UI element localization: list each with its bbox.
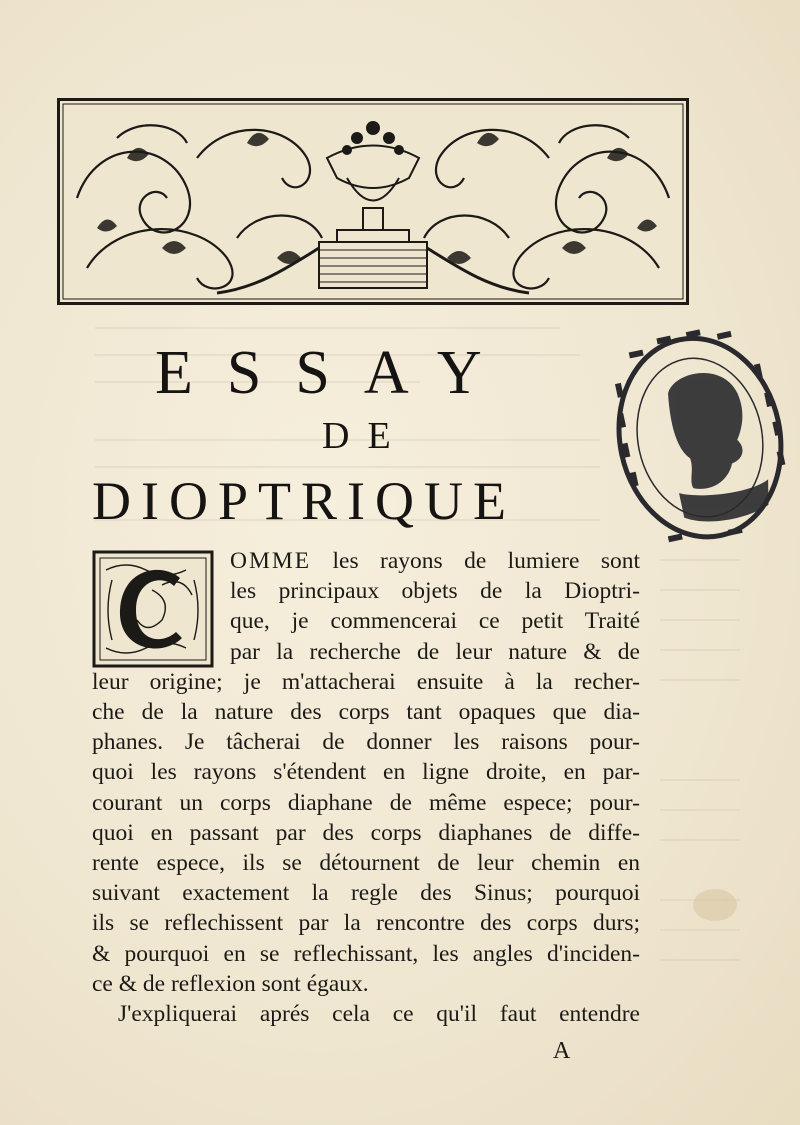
library-stamp xyxy=(608,328,788,548)
text-line: courant un corps diaphane de même espece; pour- xyxy=(92,789,640,816)
text-line: suivant exactement la regle des Sinus; pourquoi xyxy=(92,880,640,907)
text-line xyxy=(92,546,640,576)
text-line: ce & de reflexion sont égaux. xyxy=(92,970,369,997)
text-line: quoi les rayons s'étendent en ligne droite, en par- xyxy=(92,759,640,786)
opening-word: OMME xyxy=(230,548,312,574)
title-line-de: DE xyxy=(322,415,409,457)
text-line: leur origine; je m'attacherai ensuite à la recher- xyxy=(92,668,640,695)
text-line-content: les rayons de lumiere sont xyxy=(332,548,641,574)
title-line-essay: ESSAY xyxy=(155,339,516,407)
text-line: que, je commencerai ce petit Traité xyxy=(230,608,640,635)
text-line: ils se reflechissent par la rencontre des corps durs; xyxy=(92,910,640,937)
text-line: & pourquoi en se reflechissant, les angles d'inciden- xyxy=(92,940,640,967)
text-line: quoi en passant par des corps diaphanes de diffe- xyxy=(92,819,640,846)
paragraph-2-first-line: J'expliquerai aprés cela ce qu'il faut entendre xyxy=(118,1001,640,1028)
text-line: par la recherche de leur nature & de xyxy=(230,638,640,665)
title-line-dioptrique: DIOPTRIQUE xyxy=(92,471,516,531)
body-text xyxy=(92,546,640,1029)
signature-mark: A xyxy=(553,1038,571,1064)
text-line: les principaux objets de la Dioptri- xyxy=(230,578,640,605)
text-line: che de la nature des corps tant opaques que dia- xyxy=(92,699,640,726)
ornamental-headpiece xyxy=(57,98,689,305)
text-line: rente espece, ils se détournent de leur chemin en xyxy=(92,850,640,877)
text-line: phanes. Je tâcherai de donner les raisons pour- xyxy=(92,729,640,756)
